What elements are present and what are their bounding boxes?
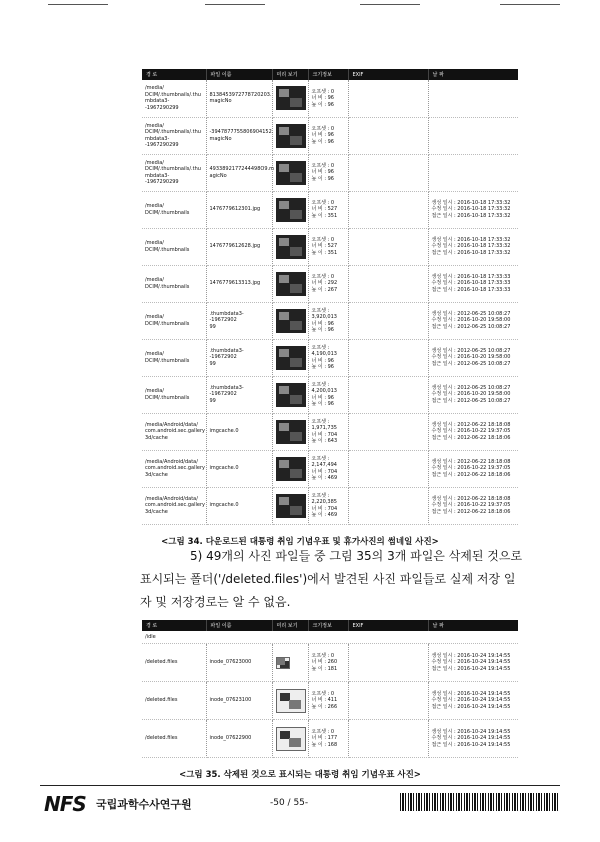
path-cell: /media/ DCIM/.thumbnails/.thu mbdata3--1967290299: [142, 80, 206, 117]
path-cell: /media/ DCIM/.thumbnails/.thu mbdata3--1967290299: [142, 154, 206, 191]
thumbnail-image: [276, 161, 306, 185]
thumbnail-image: [276, 124, 306, 148]
paragraph-line-1: 5) 49개의 사진 파일들 중 그림 35의 3개 파일은 삭제된 것으로: [190, 549, 523, 563]
preview-cell: [272, 80, 308, 117]
exif-cell: [348, 80, 428, 117]
page-number: -50 / 55-: [270, 798, 309, 808]
size-info-cell: 오프셋 : 0 너 비 : 527 높 이 : 351: [308, 191, 348, 228]
preview-cell: [272, 339, 308, 376]
column-header: 날 짜: [428, 69, 518, 80]
path-cell: /media/ DCIM/.thumbnails: [142, 376, 206, 413]
size-info-cell: 오프셋 : 0 너 비 : 527 높 이 : 351: [308, 228, 348, 265]
top-edge-marks: [0, 0, 600, 14]
filename-cell: .thumbdata3--19672902 99: [206, 339, 272, 376]
path-cell: /media/ DCIM/.thumbnails: [142, 191, 206, 228]
thumbnail-table: [142, 69, 518, 525]
thumbnail-image: [276, 494, 306, 518]
table-row: [142, 644, 518, 682]
organization-name: 국립과학수사연구원: [96, 798, 192, 811]
size-info-cell: 오프셋 : 0 너 비 : 96 높 이 : 96: [308, 154, 348, 191]
figure-35-caption: <그림 35. 삭제된 것으로 표시되는 대통령 취임 기념우표 사진>: [179, 770, 421, 780]
column-header: 경 로: [142, 69, 206, 80]
column-header: 크기정보: [308, 69, 348, 80]
size-info-cell: 오프셋 : 4,200,013 너 비 : 96 높 이 : 96: [308, 376, 348, 413]
exif-cell: [348, 191, 428, 228]
table-row: [142, 413, 518, 450]
table-row: [142, 228, 518, 265]
exif-cell: [348, 154, 428, 191]
exif-cell: [348, 302, 428, 339]
date-cell: 생성 일시 : 2016-10-24 19:14:55 수정 일시 : 2016-10-24 19:14:55 접근 일시 : 2016-10-24 19:14:55: [428, 720, 518, 758]
path-cell: /media/ DCIM/.thumbnails/.thu mbdata3--1967290299: [142, 117, 206, 154]
table-note: /idle: [142, 631, 518, 644]
table-row: [142, 265, 518, 302]
thumbnail-image: [276, 657, 290, 669]
filename-cell: imgcache.0: [206, 487, 272, 524]
date-cell: 생성 일시 : 2016-10-18 17:33:32 수정 일시 : 2016-10-18 17:33:32 접근 일시 : 2016-10-18 17:33:32: [428, 191, 518, 228]
preview-cell: [272, 682, 308, 720]
table-row: [142, 450, 518, 487]
preview-cell: [272, 228, 308, 265]
filename-cell: -3947877755806904152. magicNo: [206, 117, 272, 154]
preview-cell: [272, 450, 308, 487]
filename-cell: 8138453972778720203. magicNo: [206, 80, 272, 117]
table-row: [142, 117, 518, 154]
filename-cell: 1476779613313.jpg: [206, 265, 272, 302]
preview-cell: [272, 265, 308, 302]
date-cell: 생성 일시 : 2012-06-25 10:08:27 수정 일시 : 2016-10-20 19:58:00 접근 일시 : 2012-06-25 10:08:27: [428, 302, 518, 339]
column-header: 미리 보기: [272, 69, 308, 80]
size-info-cell: 오프셋 : 0 너 비 : 96 높 이 : 96: [308, 117, 348, 154]
table-row: [142, 154, 518, 191]
preview-cell: [272, 117, 308, 154]
path-cell: /media/Android/data/ com.android.sec.gallery 3d/cache: [142, 413, 206, 450]
table-row: [142, 720, 518, 758]
column-header: 경 로: [142, 620, 206, 631]
filename-cell: inode_07623000: [206, 644, 272, 682]
exif-cell: [348, 339, 428, 376]
thumbnail-image: [276, 383, 306, 407]
filename-cell: inode_07623100: [206, 682, 272, 720]
thumbnail-image: [276, 309, 306, 333]
column-header: EXIF: [348, 620, 428, 631]
path-cell: /media/Android/data/ com.android.sec.gallery 3d/cache: [142, 450, 206, 487]
date-cell: 생성 일시 : 2016-10-24 19:14:55 수정 일시 : 2016-10-24 19:14:55 접근 일시 : 2016-10-24 19:14:55: [428, 682, 518, 720]
column-header: 파일 이름: [206, 69, 272, 80]
preview-cell: [272, 720, 308, 758]
date-cell: [428, 154, 518, 191]
path-cell: /deleted.files: [142, 644, 206, 682]
table-row: [142, 682, 518, 720]
size-info-cell: 오프셋 : 0 너 비 : 260 높 이 : 181: [308, 644, 348, 682]
table-row: [142, 302, 518, 339]
preview-cell: [272, 302, 308, 339]
table-row: [142, 339, 518, 376]
date-cell: 생성 일시 : 2012-06-25 10:08:27 수정 일시 : 2016-10-20 19:58:00 접근 일시 : 2012-06-25 10:08:27: [428, 376, 518, 413]
path-cell: /media/ DCIM/.thumbnails: [142, 265, 206, 302]
table-row: [142, 191, 518, 228]
size-info-cell: 오프셋 : 0 너 비 : 96 높 이 : 96: [308, 80, 348, 117]
exif-cell: [348, 265, 428, 302]
size-info-cell: 오프셋 : 3,920,013 너 비 : 96 높 이 : 96: [308, 302, 348, 339]
thumbnail-image: [276, 420, 306, 444]
filename-cell: imgcache.0: [206, 413, 272, 450]
date-cell: 생성 일시 : 2012-06-22 18:18:08 수정 일시 : 2016-10-22 19:37:05 접근 일시 : 2012-06-22 18:18:06: [428, 487, 518, 524]
filename-cell: .thumbdata3--19672902 99: [206, 376, 272, 413]
size-info-cell: 오프셋 : 1,971,735 너 비 : 704 높 이 : 643: [308, 413, 348, 450]
barcode-icon: [400, 793, 558, 811]
filename-cell: 1476779612628.jpg: [206, 228, 272, 265]
preview-cell: [272, 376, 308, 413]
date-cell: 생성 일시 : 2016-10-24 19:14:55 수정 일시 : 2016-10-24 19:14:55 접근 일시 : 2016-10-24 19:14:55: [428, 644, 518, 682]
figure-34-caption: <그림 34. 다운로드된 대통령 취임 기념우표 및 휴가사진의 썸네일 사진>: [161, 537, 439, 547]
exif-cell: [348, 228, 428, 265]
size-info-cell: 오프셋 : 2,220,385 너 비 : 704 높 이 : 469: [308, 487, 348, 524]
filename-cell: 4933892177244498O9.m agicNo: [206, 154, 272, 191]
exif-cell: [348, 117, 428, 154]
path-cell: /deleted.files: [142, 682, 206, 720]
date-cell: 생성 일시 : 2012-06-22 18:18:08 수정 일시 : 2016-10-22 19:37:05 접근 일시 : 2012-06-22 18:18:06: [428, 413, 518, 450]
thumbnail-image: [276, 457, 306, 481]
filename-cell: 1476779612301.jpg: [206, 191, 272, 228]
column-header: EXIF: [348, 69, 428, 80]
date-cell: 생성 일시 : 2012-06-25 10:08:27 수정 일시 : 2016-10-20 19:58:00 접근 일시 : 2012-06-25 10:08:27: [428, 339, 518, 376]
table-row: [142, 487, 518, 524]
path-cell: /media/ DCIM/.thumbnails: [142, 339, 206, 376]
filename-cell: .thumbdata3--19672902 99: [206, 302, 272, 339]
date-cell: [428, 80, 518, 117]
preview-cell: [272, 487, 308, 524]
thumbnail-image: [276, 198, 306, 222]
path-cell: /deleted.files: [142, 720, 206, 758]
path-cell: /media/ DCIM/.thumbnails: [142, 228, 206, 265]
path-cell: /media/Android/data/ com.android.sec.gallery 3d/cache: [142, 487, 206, 524]
exif-cell: [348, 413, 428, 450]
size-info-cell: 오프셋 : 0 너 비 : 177 높 이 : 168: [308, 720, 348, 758]
date-cell: 생성 일시 : 2016-10-18 17:33:32 수정 일시 : 2016-10-18 17:33:32 접근 일시 : 2016-10-18 17:33:32: [428, 228, 518, 265]
column-header: 크기정보: [308, 620, 348, 631]
thumbnail-image: [276, 86, 306, 110]
preview-cell: [272, 191, 308, 228]
size-info-cell: 오프셋 : 0 너 비 : 292 높 이 : 267: [308, 265, 348, 302]
table-row: [142, 376, 518, 413]
size-info-cell: 오프셋 : 0 너 비 : 411 높 이 : 266: [308, 682, 348, 720]
date-cell: [428, 117, 518, 154]
exif-cell: [348, 720, 428, 758]
column-header: 미리 보기: [272, 620, 308, 631]
footer-divider: [40, 785, 560, 786]
thumbnail-image: [276, 689, 306, 713]
column-header: 날 짜: [428, 620, 518, 631]
table-row: [142, 631, 518, 644]
preview-cell: [272, 154, 308, 191]
path-cell: /media/ DCIM/.thumbnails: [142, 302, 206, 339]
exif-cell: [348, 644, 428, 682]
exif-cell: [348, 450, 428, 487]
date-cell: 생성 일시 : 2012-06-22 18:18:08 수정 일시 : 2016-10-22 19:37:05 접근 일시 : 2012-06-22 18:18:06: [428, 450, 518, 487]
paragraph-line-2: 표시되는 폴더('/deleted.files')에서 발견된 사진 파일들로 실제 저장 일: [140, 572, 516, 586]
thumbnail-image: [276, 346, 306, 370]
deleted-files-table: [142, 620, 518, 758]
date-cell: 생성 일시 : 2016-10-18 17:33:33 수정 일시 : 2016-10-18 17:33:33 접근 일시 : 2016-10-18 17:33:33: [428, 265, 518, 302]
filename-cell: inode_07622900: [206, 720, 272, 758]
thumbnail-image: [276, 235, 306, 259]
nfs-logo: NFS: [44, 792, 86, 816]
exif-cell: [348, 376, 428, 413]
exif-cell: [348, 487, 428, 524]
size-info-cell: 오프셋 : 2,147,494 너 비 : 704 높 이 : 469: [308, 450, 348, 487]
preview-cell: [272, 644, 308, 682]
table-row: [142, 80, 518, 117]
filename-cell: imgcache.0: [206, 450, 272, 487]
column-header: 파일 이름: [206, 620, 272, 631]
thumbnail-image: [276, 272, 306, 296]
preview-cell: [272, 413, 308, 450]
paragraph-line-3: 자 및 저장경로는 알 수 없음.: [140, 595, 291, 609]
exif-cell: [348, 682, 428, 720]
size-info-cell: 오프셋 : 4,190,013 너 비 : 96 높 이 : 96: [308, 339, 348, 376]
thumbnail-image: [276, 727, 306, 751]
